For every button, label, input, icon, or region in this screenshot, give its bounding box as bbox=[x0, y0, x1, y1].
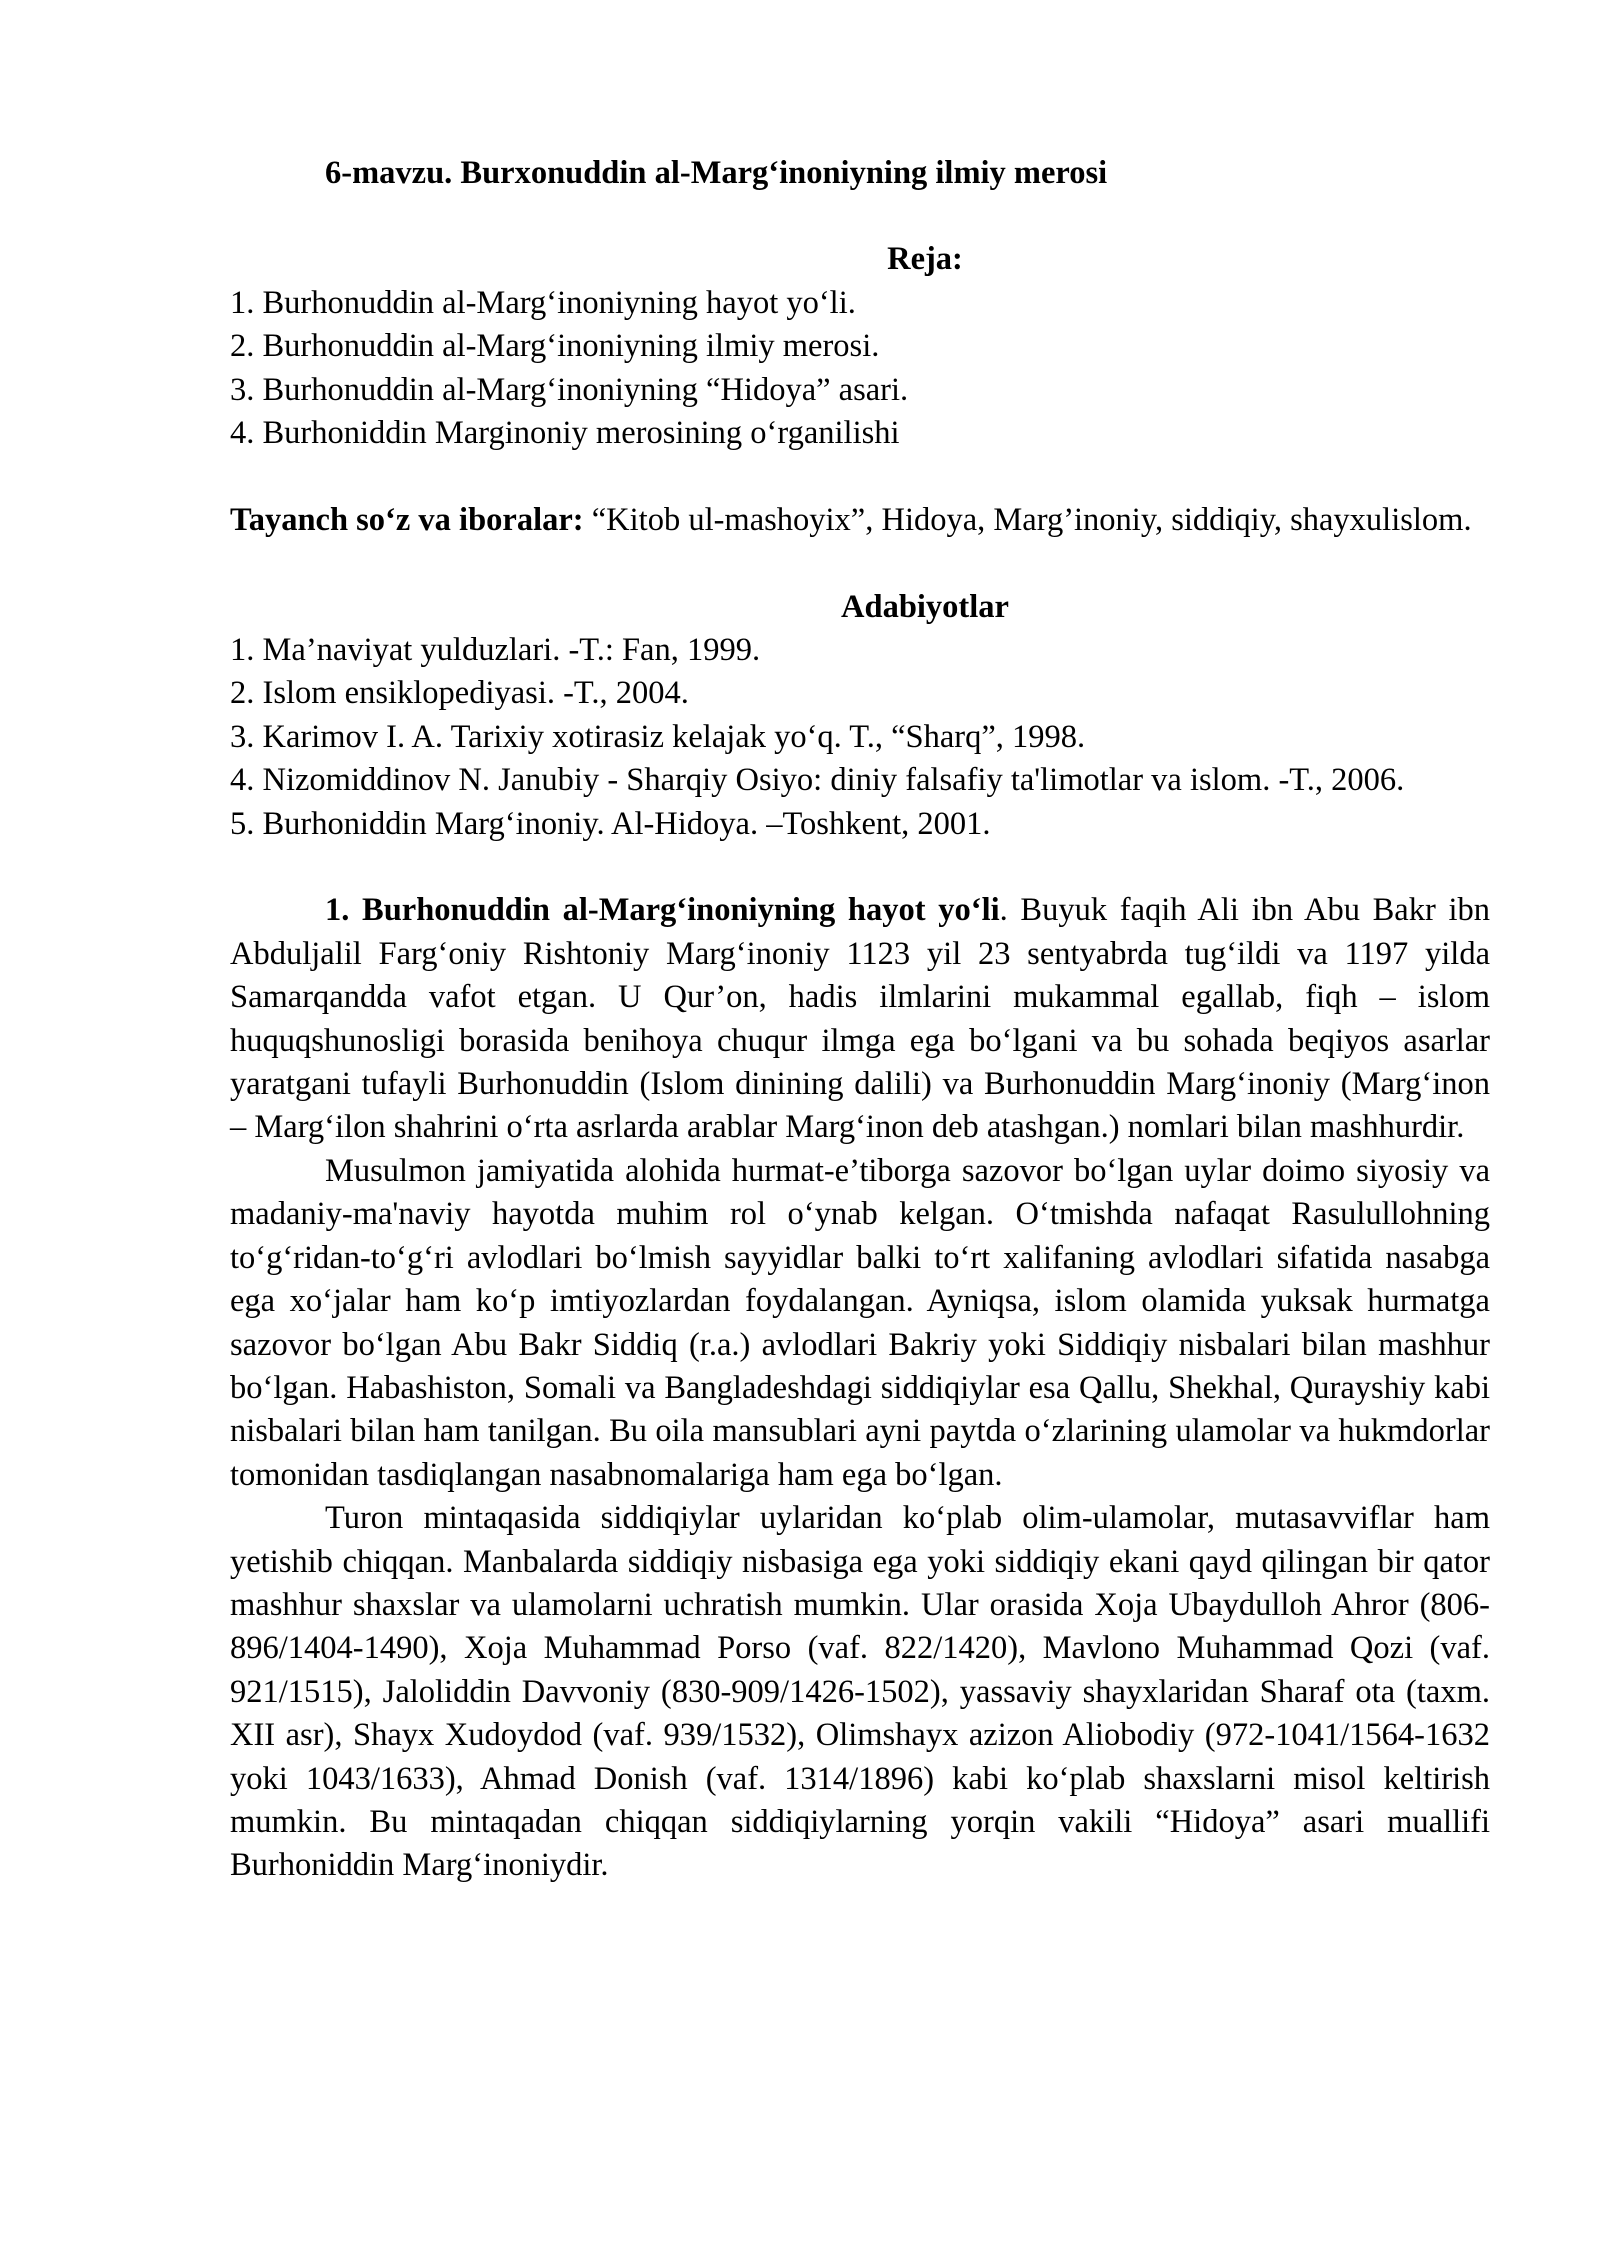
plan-item-1: 1. Burhonuddin al-Marg‘inoniyning hayot yo‘li. bbox=[230, 284, 856, 321]
keywords-text: “Kitob ul-mashoyix”, Hidoya, Marg’inoniy, siddiqiy, shayxulislom. bbox=[583, 501, 1472, 538]
spacer bbox=[230, 846, 1490, 889]
literature-item-2: 2. Islom ensiklopediyasi. -T., 2004. bbox=[230, 675, 689, 712]
document-page bbox=[230, 152, 1490, 1888]
section1-heading: 1. Burhonuddin al-Marg‘inoniyning hayot yo‘li bbox=[325, 892, 1000, 929]
spacer bbox=[230, 455, 1490, 498]
literature-item-4: 4. Nizomiddinov N. Janubiy - Sharqiy Osiyo: diniy falsafiy ta'limotlar va islom. -T., 2006. bbox=[230, 762, 1405, 799]
page-title: 6-mavzu. Burxonuddin al-Marg‘inoniyning ilmiy merosi bbox=[325, 155, 1108, 191]
literature-heading: Adabiyotlar bbox=[841, 588, 1009, 625]
plan-item-3: 3. Burhonuddin al-Marg‘inoniyning “Hidoya” asari. bbox=[230, 371, 909, 408]
plan-item-2: 2. Burhonuddin al-Marg‘inoniyning ilmiy merosi. bbox=[230, 328, 880, 365]
literature-list bbox=[230, 629, 1490, 846]
literature-item-3: 3. Karimov I. A. Tarixiy xotirasiz kelajak yo‘q. T., “Sharq”, 1998. bbox=[230, 718, 1086, 755]
section1-paragraph-2: Musulmon jamiyatida alohida hurmat-e’tiborga sazovor bo‘lgan uylar doimo siyosiy va madaniy-ma'naviy hayotda muhim rol o‘ynab kelgan. O‘tmishda nafaqat Rasulullohning to‘g‘ridan-to‘g‘ri avlodlari bo‘lmish sayyidlar balki to‘rt xalifaning avlodlari sifatida nasabga ega xo‘jalar ham ko‘p imtiyozlardan foydalangan. Ayniqsa, islom olamida yuksak hurmatga sazovor bo‘lgan Abu Bakr Siddiq (r.a.) avlodlari Bakriy yoki Siddiqiy nisbalari bilan mashhur bo‘lgan. Habashiston, Somali va Bangladeshdagi siddiqiylar esa Qallu, Shekhal, Qurayshiy kabi nisbalari bilan ham tanilgan. Bu oila mansublari ayni paytda o‘zlarining ulamolar va hukmdorlar tomonidan tasdiqlangan nasabnomalariga ham ega bo‘lgan. bbox=[230, 1152, 1490, 1493]
literature-item-5: 5. Burhoniddin Marg‘inoniy. Al-Hidoya. –Toshkent, 2001. bbox=[230, 805, 991, 842]
keywords-label: Tayanch so‘z va iboralar: bbox=[230, 501, 584, 538]
section1-p1-text: . Buyuk faqih Ali ibn Abu Bakr ibn Abduljalil Farg‘oniy Rishtoniy Marg‘inoniy 1123 yil 23 sentyabrda tug‘ildi va 1197 yilda Samarqandda vafot etgan. U Qur’on, hadis ilmlarini mukammal egallab, fiqh – islom huquqshunosligi borasida benihoya chuqur ilmga ega bo‘lgani va bu sohada beqiyos asarlar yaratgani tufayli Burhonuddin (Islom dinining dalili) va Burhonuddin Marg‘inoniy (Marg‘inon – Marg‘ilon shahrini o‘rta asrlarda arablar Marg‘inon deb atashgan.) nomlari bilan mashhurdir. bbox=[230, 892, 1490, 1146]
plan-item-4: 4. Burhoniddin Marginoniy merosining o‘rganilishi bbox=[230, 415, 900, 452]
literature-item-1: 1. Ma’naviyat yulduzlari. -T.: Fan, 1999. bbox=[230, 632, 761, 669]
plan-list bbox=[230, 282, 1490, 456]
keywords-paragraph bbox=[230, 499, 1490, 542]
section1-paragraph-1 bbox=[230, 889, 1490, 1149]
spacer bbox=[230, 542, 1490, 585]
plan-heading: Reja: bbox=[887, 241, 963, 278]
section1-paragraph-3: Turon mintaqasida siddiqiylar uylaridan ko‘plab olim-ulamolar, mutasavviflar ham yetishib chiqqan. Manbalarda siddiqiy nisbasiga ega yoki siddiqiy ekani qayd qilingan bir qator mashhur shaxslar va ulamolarni uchratish mumkin. Ular orasida Xoja Ubaydulloh Ahror (806-896/1404-1490), Xoja Muhammad Porso (vaf. 822/1420), Mavlono Muhammad Qozi (vaf. 921/1515), Jaloliddin Davvoniy (830-909/1426-1502), yassaviy shayxlaridan Sharaf ota (taxm. XII asr), Shayx Xudoydod (vaf. 939/1532), Olimshayx azizon Aliobodiy (972-1041/1564-1632 yoki 1043/1633), Ahmad Donish (vaf. 1314/1896) kabi ko‘plab shaxslarni misol keltirish mumkin. Bu mintaqadan chiqqan siddiqiylarning yorqin vakili “Hidoya” asari muallifi Burhoniddin Marg‘inoniydir. bbox=[230, 1500, 1490, 1884]
